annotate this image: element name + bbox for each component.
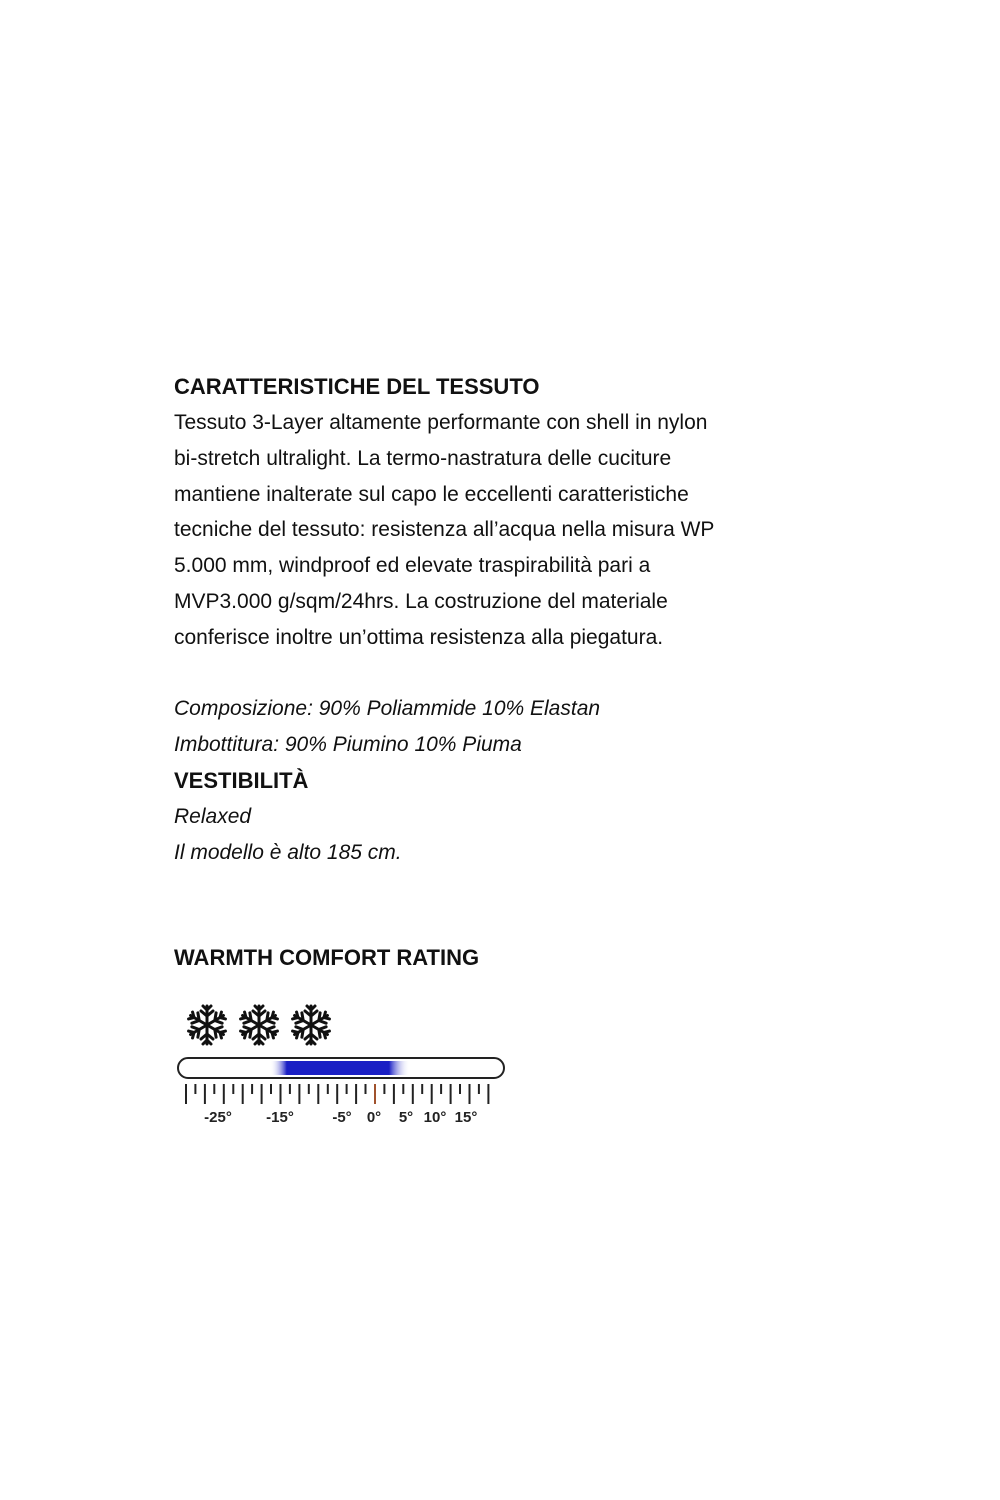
warmth-rating-heading: WARMTH COMFORT RATING — [174, 945, 480, 970]
model-height-text: Il modello è alto 185 cm. — [174, 840, 402, 864]
fabric-line: mantiene inalterate sul capo le eccellenti caratteristiche — [174, 482, 689, 506]
snowflake-icon — [237, 1003, 281, 1047]
composition-text: Composizione: 90% Poliammide 10% Elastan — [174, 696, 601, 720]
fabric-line: 5.000 mm, windproof ed elevate traspirabilità pari a — [174, 554, 651, 578]
temp-label: 0° — [366, 1109, 382, 1126]
padding-text: Imbottitura: 90% Piumino 10% Piuma — [174, 732, 522, 756]
temp-label: -15° — [266, 1109, 294, 1126]
temp-label: -25° — [204, 1109, 232, 1126]
fabric-line: tecniche del tessuto: resistenza all’acqua nella misura WP — [174, 518, 715, 542]
temp-label: -5° — [332, 1109, 352, 1126]
snowflake-rating — [185, 1003, 333, 1047]
fabric-line: bi-stretch ultralight. La termo-nastratura delle cuciture — [174, 446, 672, 470]
warmth-range-bar — [270, 1061, 410, 1075]
scale-ticks — [186, 1084, 488, 1104]
fit-heading: VESTIBILITÀ — [174, 767, 309, 793]
temp-label: 5° — [398, 1109, 414, 1126]
fabric-line: Tessuto 3-Layer altamente performante con shell in nylon — [174, 411, 708, 434]
fabric-line: conferisce inoltre un’ottima resistenza alla piegatura. — [174, 625, 664, 649]
fabric-line: MVP3.000 g/sqm/24hrs. La costruzione del materiale — [174, 589, 668, 613]
temp-label: 15° — [454, 1109, 478, 1126]
temp-label: 10° — [423, 1109, 447, 1126]
warmth-scale — [170, 1050, 515, 1140]
fit-value: Relaxed — [174, 804, 252, 828]
snowflake-icon — [185, 1003, 229, 1047]
snowflake-icon — [289, 1003, 333, 1047]
product-details — [174, 369, 874, 871]
spacer — [174, 656, 874, 691]
fabric-heading: CARATTERISTICHE DEL TESSUTO — [174, 374, 540, 399]
